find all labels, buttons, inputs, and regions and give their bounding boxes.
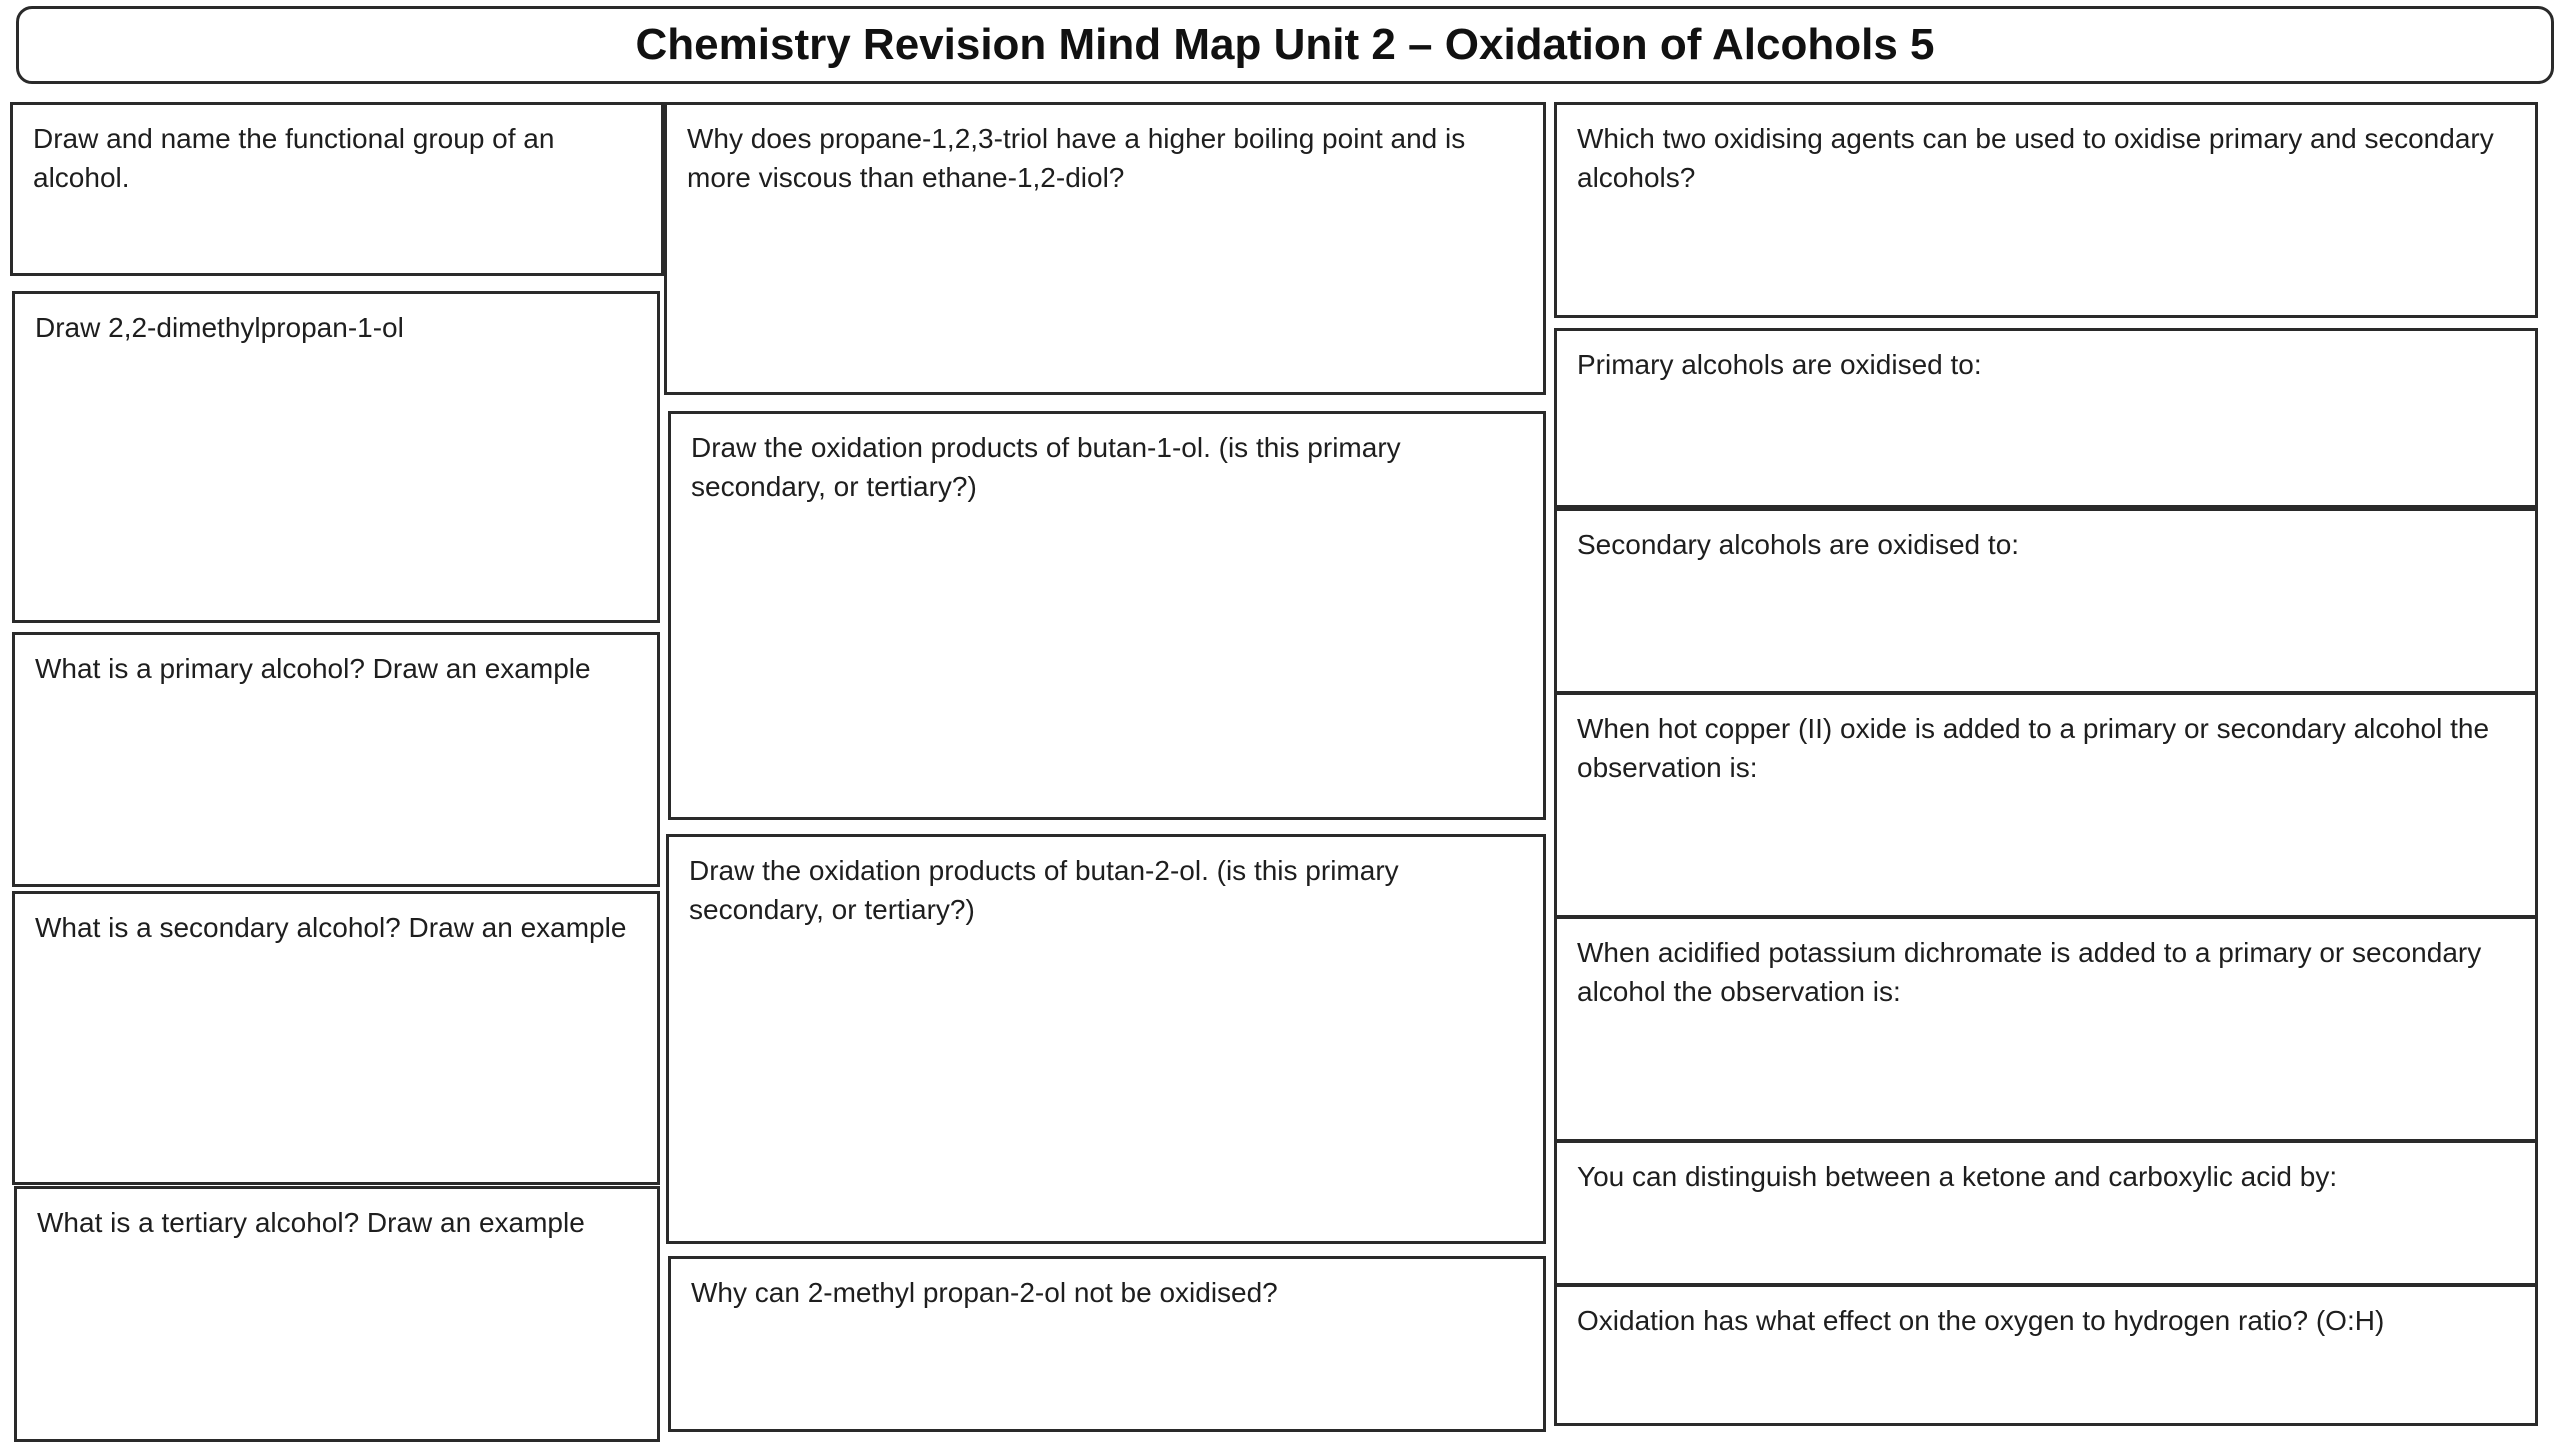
question-box-oxidising-agents — [1554, 102, 2538, 318]
question-box-primary-oxidised — [1554, 328, 2538, 508]
question-functional-group: Draw and name the functional group of an alcohol. — [33, 123, 555, 193]
question-butan-1-ol: Draw the oxidation products of butan-1-ol. (is this primary secondary, or tertiary?) — [691, 432, 1401, 502]
question-box-secondary-alcohol — [12, 891, 660, 1185]
question-box-primary-alcohol — [12, 632, 660, 887]
question-tertiary-alcohol: What is a tertiary alcohol? Draw an example — [37, 1207, 585, 1238]
question-dichromate: When acidified potassium dichromate is added to a primary or secondary alcohol the observation is: — [1577, 937, 2482, 1007]
answer-area-functional-group[interactable] — [13, 206, 661, 273]
page-title: Chemistry Revision Mind Map Unit 2 – Oxidation of Alcohols 5 — [635, 20, 1935, 69]
question-box-distinguish — [1554, 1140, 2538, 1286]
question-box-triol-boiling-point — [664, 102, 1546, 395]
answer-area-dichromate[interactable] — [1557, 1051, 2535, 1139]
title-bar — [16, 6, 2554, 84]
answer-area-copper-oxide[interactable] — [1557, 827, 2535, 915]
question-box-secondary-oxidised — [1554, 508, 2538, 694]
answer-area-butan-1-ol[interactable] — [671, 656, 1543, 817]
question-oh-ratio: Oxidation has what effect on the oxygen to hydrogen ratio? (O:H) — [1577, 1305, 2385, 1336]
question-oxidising-agents: Which two oxidising agents can be used to oxidise primary and secondary alcohols? — [1577, 123, 2494, 193]
answer-area-tertiary-alcohol[interactable] — [17, 1339, 657, 1439]
question-copper-oxide: When hot copper (II) oxide is added to a primary or secondary alcohol the observation is: — [1577, 713, 2490, 783]
question-box-butan-2-ol — [666, 834, 1546, 1244]
question-butan-2-ol: Draw the oxidation products of butan-2-ol. (is this primary secondary, or tertiary?) — [689, 855, 1399, 925]
question-box-tertiary-alcohol — [14, 1186, 660, 1442]
question-methylpropan-2-ol: Why can 2-methyl propan-2-ol not be oxidised? — [691, 1277, 1278, 1308]
question-box-oh-ratio — [1554, 1284, 2538, 1426]
question-triol-boiling-point: Why does propane-1,2,3-triol have a higher boiling point and is more viscous than ethane-1,2-diol? — [687, 123, 1466, 193]
question-box-methylpropan-2-ol — [668, 1256, 1546, 1432]
question-box-butan-1-ol — [668, 411, 1546, 820]
question-box-functional-group — [10, 102, 664, 276]
answer-area-primary-oxidised[interactable] — [1557, 435, 2535, 505]
answer-area-oh-ratio[interactable] — [1557, 1369, 2535, 1423]
question-primary-oxidised: Primary alcohols are oxidised to: — [1577, 349, 1982, 380]
answer-area-dimethylpropanol[interactable] — [15, 490, 657, 620]
question-box-dichromate — [1554, 916, 2538, 1142]
question-primary-alcohol: What is a primary alcohol? Draw an example — [35, 653, 591, 684]
answer-area-methylpropan-2-ol[interactable] — [671, 1361, 1543, 1429]
question-distinguish: You can distinguish between a ketone and carboxylic acid by: — [1577, 1161, 2338, 1192]
answer-area-triol-boiling-point[interactable] — [667, 277, 1543, 392]
answer-area-secondary-alcohol[interactable] — [15, 1067, 657, 1182]
answer-area-secondary-oxidised[interactable] — [1557, 619, 2535, 691]
answer-area-primary-alcohol[interactable] — [15, 784, 657, 884]
answer-area-distinguish[interactable] — [1557, 1227, 2535, 1283]
question-box-dimethylpropanol — [12, 291, 660, 623]
question-dimethylpropanol: Draw 2,2-dimethylpropan-1-ol — [35, 312, 404, 343]
answer-area-oxidising-agents[interactable] — [1557, 231, 2535, 315]
question-box-copper-oxide — [1554, 692, 2538, 918]
question-secondary-alcohol: What is a secondary alcohol? Draw an example — [35, 912, 627, 943]
question-secondary-oxidised: Secondary alcohols are oxidised to: — [1577, 529, 2020, 560]
answer-area-butan-2-ol[interactable] — [669, 1079, 1543, 1241]
